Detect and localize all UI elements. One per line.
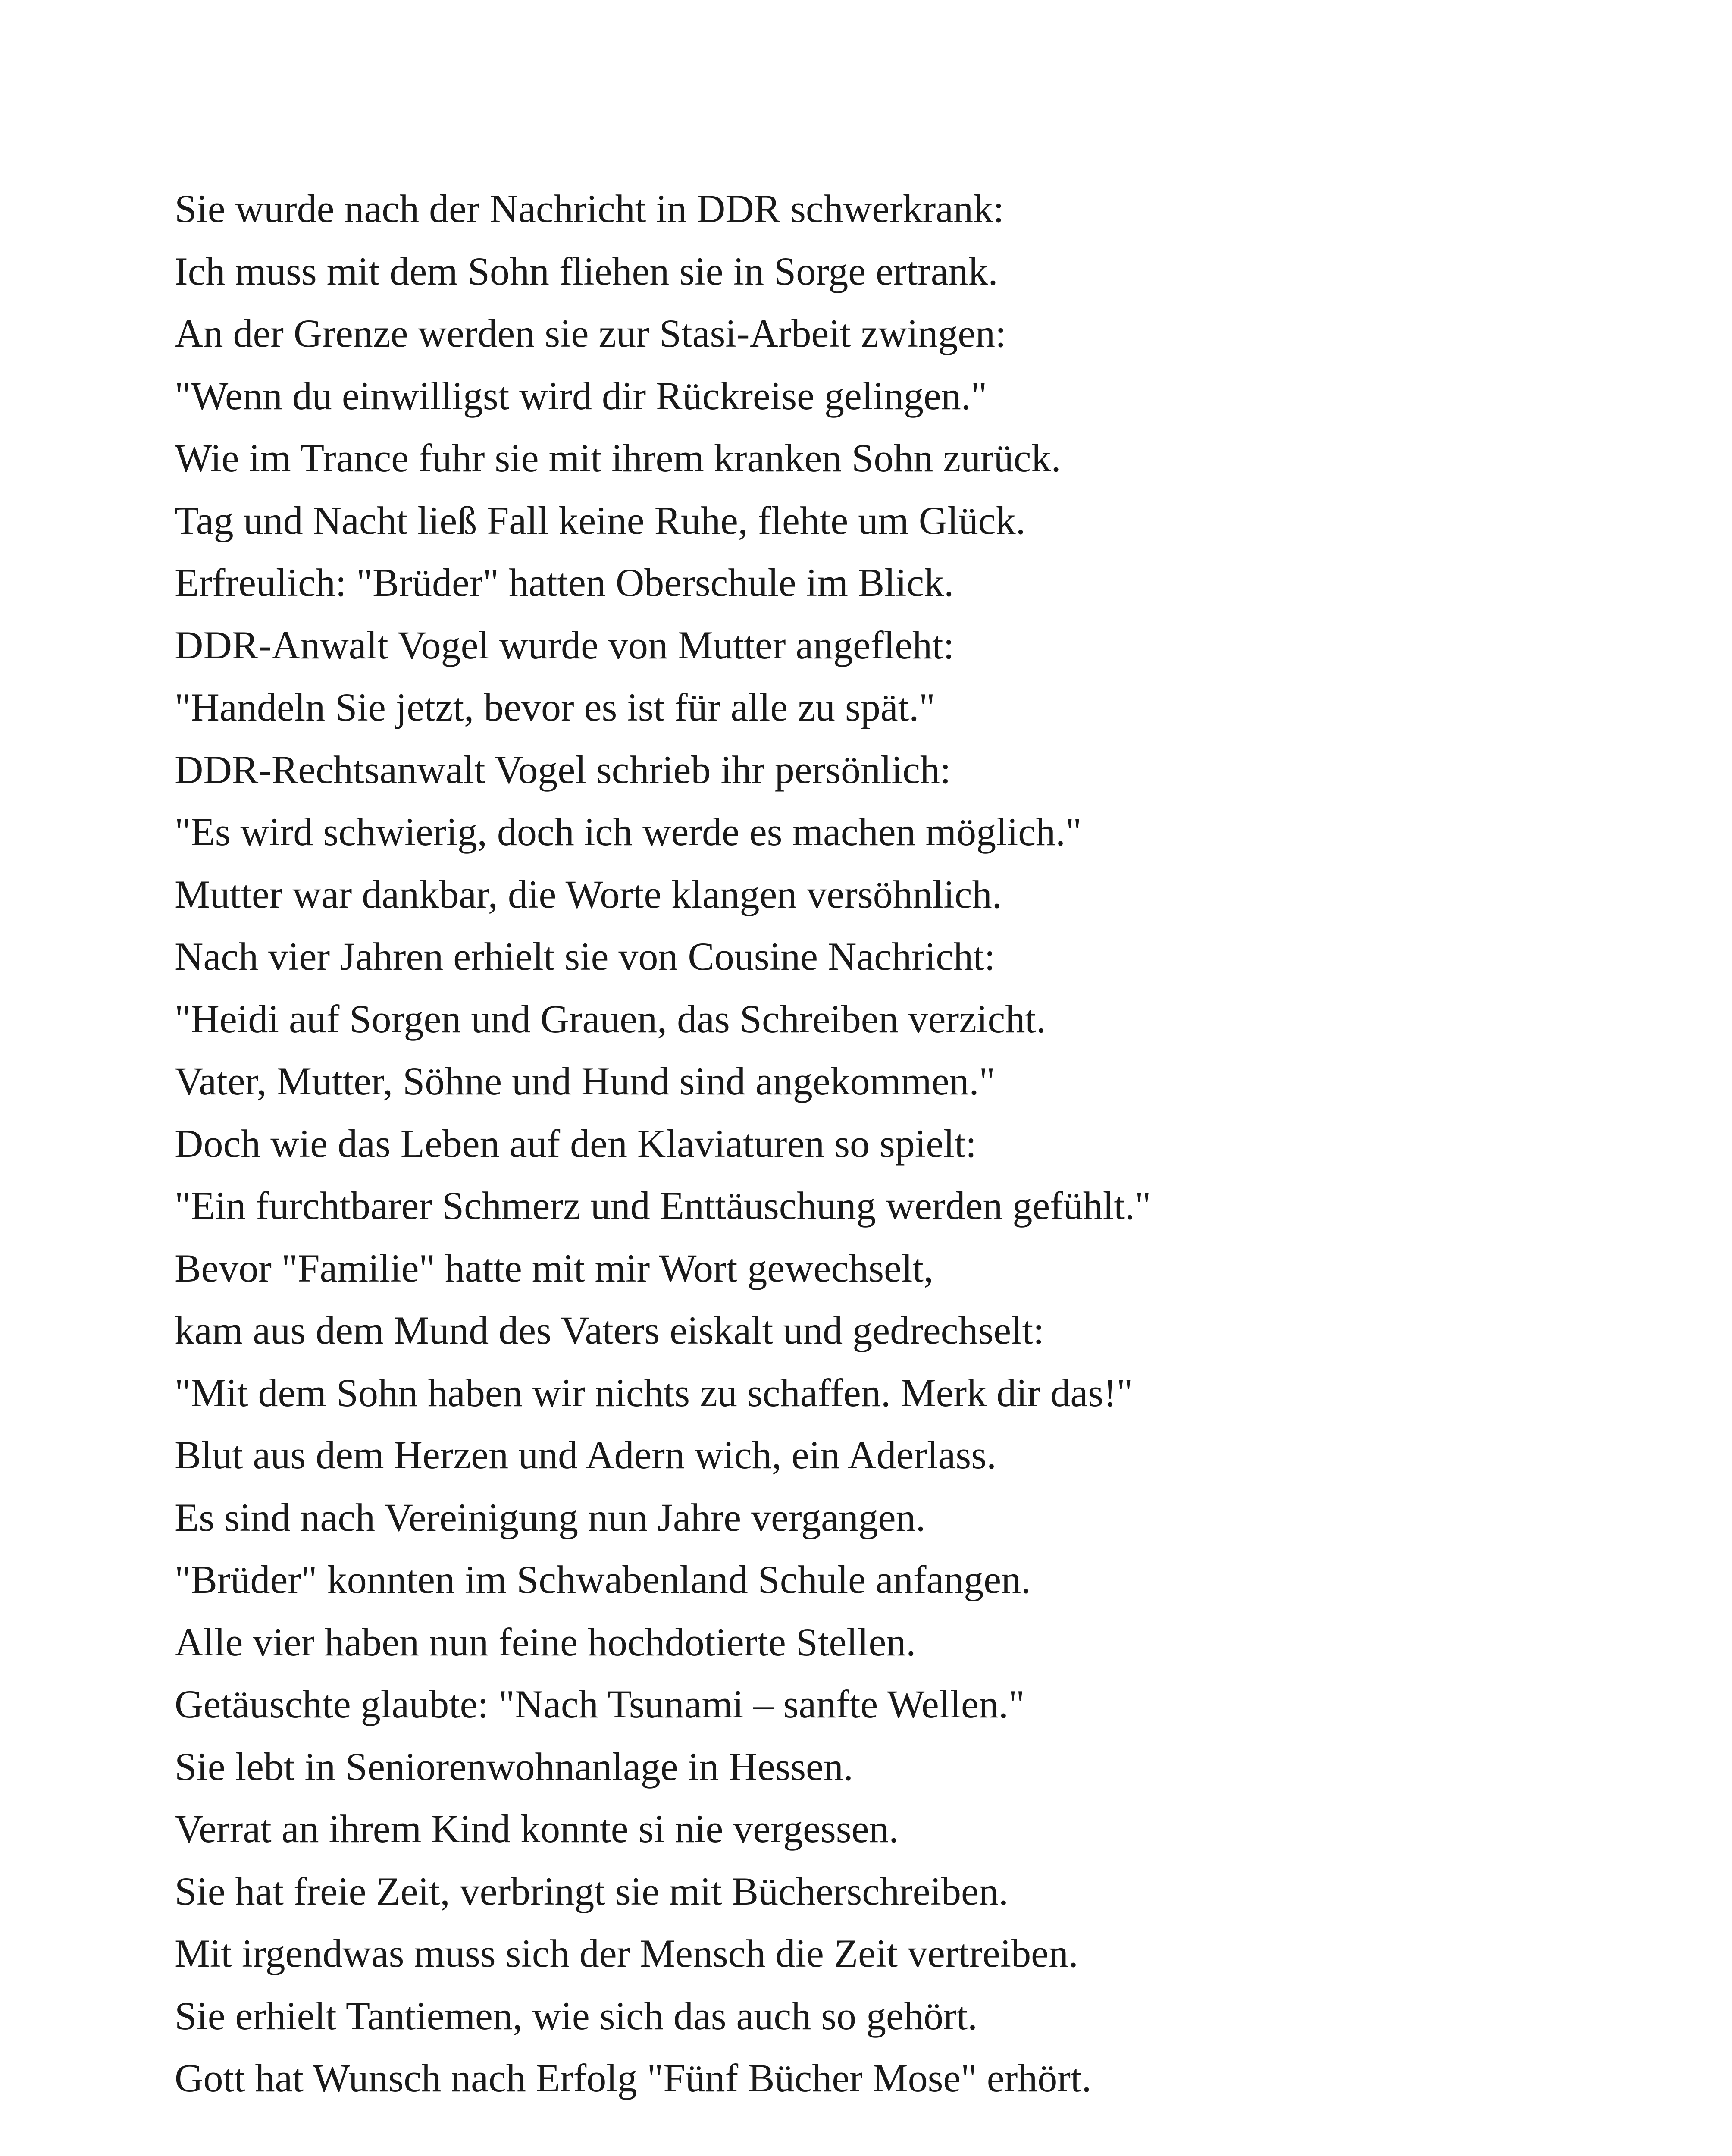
poem-line: Sie erhielt Tantiemen, wie sich das auch so gehört. <box>175 1993 978 2038</box>
poem-line: "Heidi auf Sorgen und Grauen, das Schreiben verzicht. <box>175 997 1046 1041</box>
poem-line: Alle vier haben nun feine hochdotierte Stellen. <box>175 1620 916 1664</box>
poem-line: Nach vier Jahren erhielt sie von Cousine Nachricht: <box>175 934 996 978</box>
poem-line: "Mit dem Sohn haben wir nichts zu schaffen. Merk dir das!" <box>175 1370 1133 1415</box>
poem-line: Sie lebt in Seniorenwohnanlage in Hessen. <box>175 1744 853 1789</box>
poem-line: Verrat an ihrem Kind konnte si nie vergessen. <box>175 1807 899 1851</box>
poem-line: "Handeln Sie jetzt, bevor es ist für alle zu spät." <box>175 685 935 729</box>
poem-line: Ich muss mit dem Sohn fliehen sie in Sorge ertrank. <box>175 249 998 293</box>
poem-line: Mit irgendwas muss sich der Mensch die Zeit vertreiben. <box>175 1931 1078 1975</box>
poem-line: Sie wurde nach der Nachricht in DDR schwerkrank: <box>175 187 1004 231</box>
poem-line: Getäuschte glaubte: "Nach Tsunami – sanfte Wellen." <box>175 1682 1025 1726</box>
poem-line: Bevor "Familie" hatte mit mir Wort gewechselt, <box>175 1246 933 1290</box>
poem-line: "Wenn du einwilligst wird dir Rückreise gelingen." <box>175 373 987 418</box>
poem-line: Tag und Nacht ließ Fall keine Ruhe, flehte um Glück. <box>175 498 1026 542</box>
poem-line: Erfreulich: "Brüder" hatten Oberschule im Blick. <box>175 561 954 605</box>
poem-line: Vater, Mutter, Söhne und Hund sind angekommen." <box>175 1059 996 1103</box>
poem-line: "Brüder" konnten im Schwabenland Schule anfangen. <box>175 1557 1031 1601</box>
poem-line: Blut aus dem Herzen und Adern wich, ein Aderlass. <box>175 1433 996 1477</box>
poem-line: DDR-Rechtsanwalt Vogel schrieb ihr persönlich: <box>175 747 951 792</box>
poem-line: Doch wie das Leben auf den Klaviaturen so spielt: <box>175 1121 977 1166</box>
poem-line: Es sind nach Vereinigung nun Jahre vergangen. <box>175 1495 926 1539</box>
poem-line: An der Grenze werden sie zur Stasi-Arbeit zwingen: <box>175 311 1006 355</box>
poem-line: Sie hat freie Zeit, verbringt sie mit Bücherschreiben. <box>175 1869 1009 1913</box>
poem-line: "Es wird schwierig, doch ich werde es machen möglich." <box>175 810 1082 854</box>
poem-line: Mutter war dankbar, die Worte klangen versöhnlich. <box>175 872 1002 916</box>
poem-body <box>175 178 1597 2109</box>
poem-line: Wie im Trance fuhr sie mit ihrem kranken Sohn zurück. <box>175 436 1061 480</box>
poem-line: "Ein furchtbarer Schmerz und Enttäuschung werden gefühlt." <box>175 1184 1151 1228</box>
poem-line: kam aus dem Mund des Vaters eiskalt und gedrechselt: <box>175 1308 1044 1352</box>
poem-line: Gott hat Wunsch nach Erfolg "Fünf Bücher Mose" erhört. <box>175 2056 1092 2100</box>
poem-line: DDR-Anwalt Vogel wurde von Mutter angefleht: <box>175 623 955 667</box>
